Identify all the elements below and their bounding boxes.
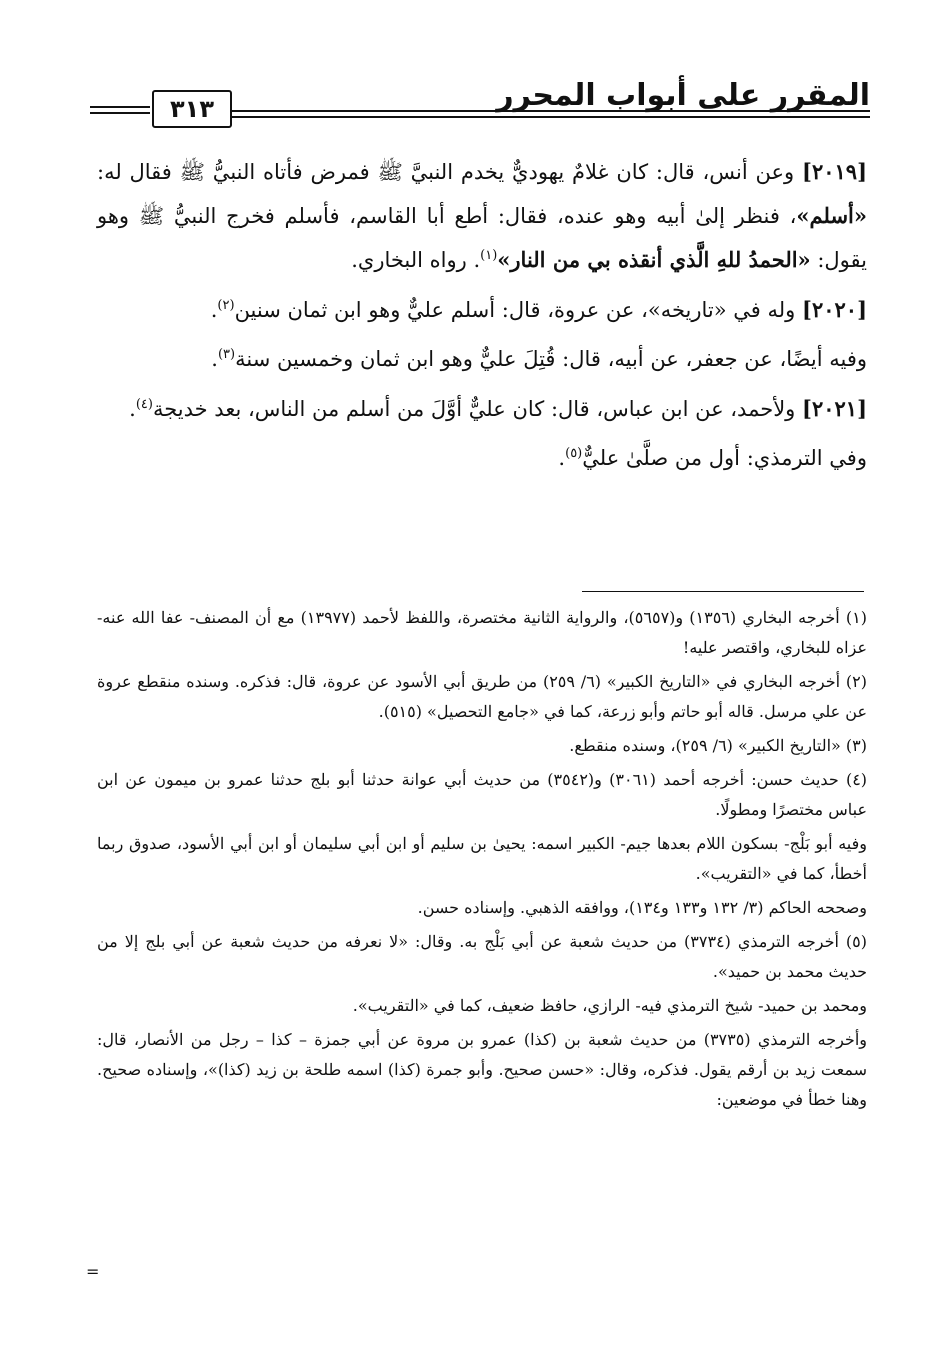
footnote: وأخرجه الترمذي (٣٧٣٥) من حديث شعبة بن (كذا) عمرو بن مروة عن أبي جمزة – كذا – رجل من الأنصار، قال: سمعت زيد بن أرقم يقول. فذكره، وقال: «حسن صحيح. وأبو جمرة (كذا) اسمه طلحة بن زيد (كذا)»، وإسناده صحيح. وهنا خطأ في موضعين: (97, 1030, 867, 1109)
hadith-number: [٢٠٢١] (802, 396, 867, 421)
footnote-ref[interactable]: (٣) (217, 347, 236, 362)
book-title: المقرر على أبواب المحرر (496, 78, 870, 113)
hadith-number: [٢٠١٩] (802, 159, 867, 184)
footnote: ومحمد بن حميد- شيخ الترمذي فيه- الرازي، حافظ ضعيف، كما في «التقريب». (352, 996, 867, 1015)
footnote-ref[interactable]: (١) (480, 248, 498, 263)
paragraph-2020-b: وفيه أيضًا، عن جعفر، عن أبيه، قال: قُتِلَ عليٌّ وهو ابن ثمان وخمسين سنة$^{(٣)}$. (211, 347, 867, 371)
paragraph-2021-b: وفي الترمذي: أول من صلَّىٰ عليٌّ$^{(٥)}$. (558, 446, 867, 470)
footnote: وفيه أبو بَلْج- بسكون اللام بعدها جيم- الكبير اسمه: يحيىٰ بن سليم أو ابن أبي سليمان أو ابن أبي الأسود، صدوق ربما أخطأ، كما في «التقريب». (97, 834, 868, 883)
footnote: (٤) حديث حسن: أخرجه أحمد (٣٠٦١) و(٣٥٤٢) من حديث أبي عوانة حدثنا أبو بلج حدثنا عمرو بن ميمون عن ابن عباس مختصرًا ومطولًا. (97, 770, 868, 819)
quote: «الحمدُ للهِ الَّذي أنقذه بي من النار» (497, 247, 811, 272)
paragraph-2021: [٢٠٢١] ولأحمد، عن ابن عباس، قال: كان عليٌّ أوَّلَ من أسلم من الناس، بعد خديجة$^{(٤)}$. (129, 396, 867, 421)
header-left-lines (90, 106, 150, 118)
header-rule-top (170, 110, 870, 112)
page-number: ٣١٣ (152, 90, 232, 128)
main-text (97, 150, 867, 486)
paragraph-2020: [٢٠٢٠] وله في «تاريخه»، عن عروة، قال: أسلم عليٌّ وهو ابن ثمان سنين$^{(٢)}$. (210, 297, 867, 322)
footnotes (97, 603, 867, 1119)
hadith-number: [٢٠٢٠] (802, 297, 867, 322)
footnote-ref[interactable]: (٢) (217, 298, 235, 313)
footnote-ref[interactable]: (٤) (135, 397, 153, 412)
page-header (90, 76, 870, 128)
continuation-mark: = (86, 1262, 100, 1281)
footnote: (٢) أخرجه البخاري في «التاريخ الكبير» (٦/ ٢٥٩) من طريق أبي الأسود عن عروة، قال: فذكره. وسنده منقطع عروة عن علي مرسل. قاله أبو حاتم وأبو زرعة، كما في «جامع التحصيل» (٥١٥). (97, 672, 868, 721)
footnote: (١) أخرجه البخاري (١٣٥٦) و(٥٦٥٧)، والرواية الثانية مختصرة، واللفظ لأحمد (١٣٩٧٧) مع أن المصنف- عفا الله عنه- عزاه للبخاري، واقتصر عليه! (97, 608, 868, 657)
paragraph-2019: [٢٠١٩] وعن أنس، قال: كان غلامٌ يهوديٌّ يخدم النبيَّ ﷺ فمرض فأتاه النبيُّ ﷺ فقال له: «أسلم»، فنظر إلىٰ أبيه وهو عنده، فقال: أطع أبا القاسم، فأسلم فخرج النبيُّ ﷺ وهو يقول: «الحمدُ للهِ الَّذي أنقذه بي من النار»$^{(١)}$. رواه البخاري. (97, 159, 867, 272)
footnote: (٣) «التاريخ الكبير» (٦/ ٢٥٩)، وسنده منقطع. (569, 736, 867, 755)
footnote: (٥) أخرجه الترمذي (٣٧٣٤) من حديث شعبة عن أبي بَلْج به. وقال: «لا نعرفه من حديث شعبة عن أبي بلج إلا من حديث محمد بن حميد». (97, 932, 868, 981)
footnote: وصححه الحاكم (٣/ ١٣٢ و١٣٣ و١٣٤)، ووافقه الذهبي. وإسناده حسن. (417, 898, 867, 917)
footnote-ref[interactable]: (٥) (565, 446, 583, 461)
footnote-divider (582, 591, 864, 592)
header-rule-bottom (170, 116, 870, 118)
quote: «أسلم» (796, 203, 867, 228)
